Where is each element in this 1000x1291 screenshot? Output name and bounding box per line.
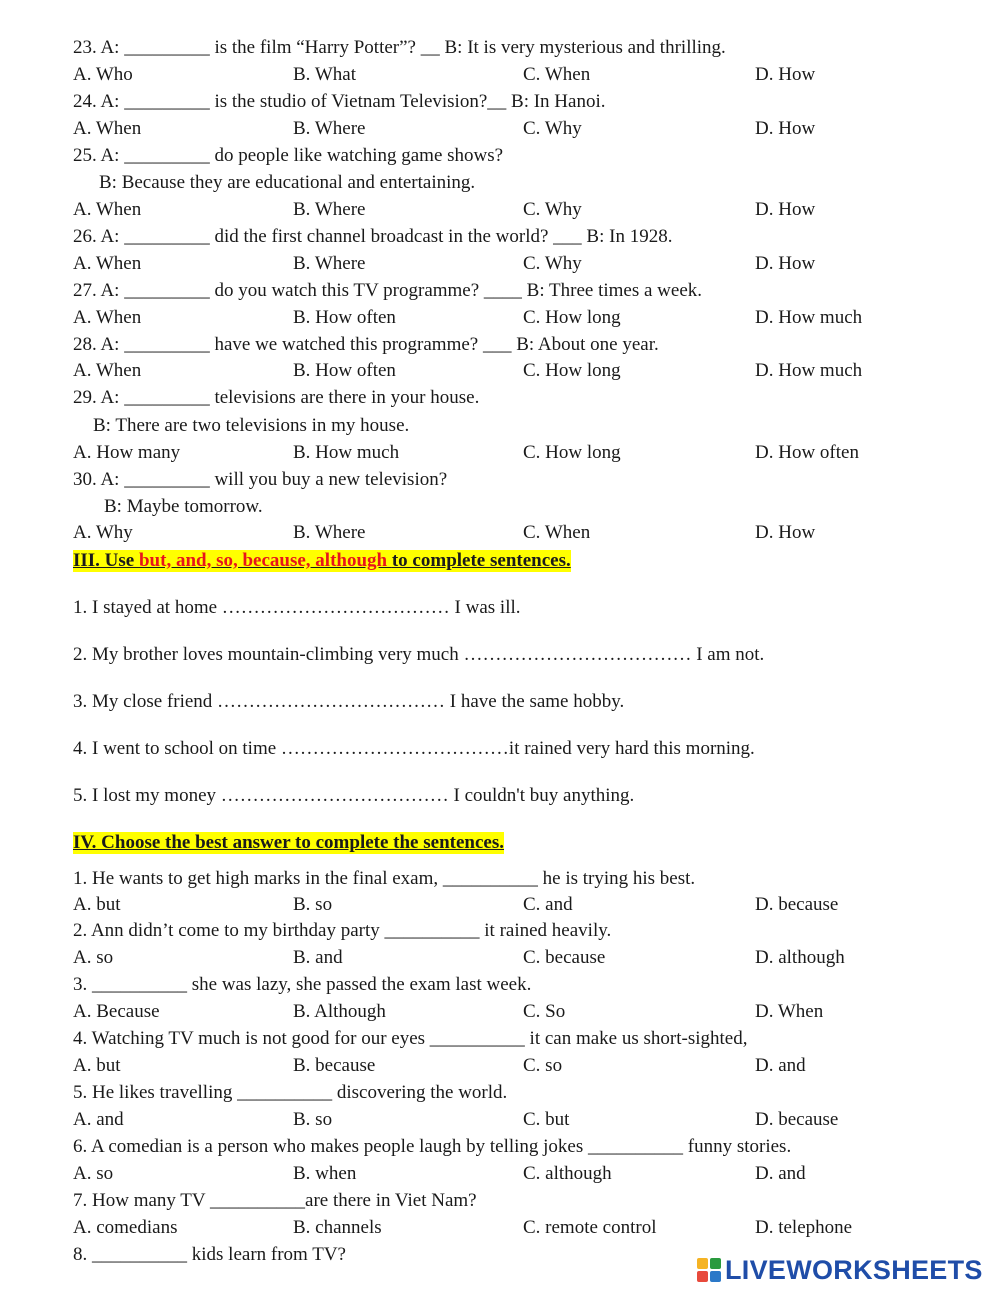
option-b[interactable]: B. so [293, 1109, 333, 1130]
question-2: 2. Ann didn’t come to my birthday party __________ it rained heavily. [73, 920, 612, 941]
option-c[interactable]: C. Why [523, 118, 582, 139]
sentence-1: 1. I stayed at home ……………………………… I was ill. [73, 597, 521, 618]
question-4: 4. Watching TV much is not good for our eyes __________ it can make us short-sighted, [73, 1028, 748, 1049]
option-d[interactable]: D. telephone [755, 1217, 853, 1238]
question-30-line-2: B: Maybe tomorrow. [104, 496, 263, 517]
option-d[interactable]: D. How [755, 199, 816, 220]
option-c[interactable]: C. So [523, 1001, 566, 1022]
option-c[interactable]: C. and [523, 894, 573, 915]
logo-square-4 [710, 1271, 721, 1282]
question-24-line-1: 24. A: _________ is the studio of Vietnam Television?__ B: In Hanoi. [73, 91, 606, 112]
option-b[interactable]: B. Where [293, 118, 366, 139]
option-a[interactable]: A. and [73, 1109, 124, 1130]
logo-icon [697, 1258, 721, 1282]
option-d[interactable]: D. because [755, 1109, 839, 1130]
option-c[interactable]: C. because [523, 947, 606, 968]
option-a[interactable]: A. but [73, 894, 121, 915]
section-3-heading: III. Use but, and, so, because, although to complete sentences. [73, 550, 571, 571]
option-a[interactable]: A. comedians [73, 1217, 178, 1238]
question-26-line-1: 26. A: _________ did the first channel broadcast in the world? ___ B: In 1928. [73, 226, 673, 247]
option-d[interactable]: D. When [755, 1001, 824, 1022]
option-a[interactable]: A. so [73, 947, 114, 968]
option-d[interactable]: D. How much [755, 360, 863, 381]
question-28-line-1: 28. A: _________ have we watched this programme? ___ B: About one year. [73, 334, 659, 355]
option-a[interactable]: A. When [73, 253, 142, 274]
option-b[interactable]: B. and [293, 947, 343, 968]
question-25-line-2: B: Because they are educational and entertaining. [99, 172, 476, 193]
option-a[interactable]: A. How many [73, 442, 181, 463]
option-d[interactable]: D. How often [755, 442, 859, 463]
option-c[interactable]: C. When [523, 64, 591, 85]
option-a[interactable]: A. When [73, 360, 142, 381]
option-b[interactable]: B. Although [293, 1001, 386, 1022]
question-3: 3. __________ she was lazy, she passed the exam last week. [73, 974, 532, 995]
option-d[interactable]: D. How [755, 253, 816, 274]
option-a[interactable]: A. Why [73, 522, 133, 543]
option-c[interactable]: C. How long [523, 307, 621, 328]
option-c[interactable]: C. Why [523, 253, 582, 274]
option-d[interactable]: D. although [755, 947, 845, 968]
question-8: 8. __________ kids learn from TV? [73, 1244, 346, 1265]
option-d[interactable]: D. How much [755, 307, 863, 328]
option-b[interactable]: B. Where [293, 253, 366, 274]
option-b[interactable]: B. How often [293, 307, 396, 328]
option-b[interactable]: B. What [293, 64, 356, 85]
question-23-line-1: 23. A: _________ is the film “Harry Potter”? __ B: It is very mysterious and thrilling. [73, 37, 726, 58]
option-c[interactable]: C. Why [523, 199, 582, 220]
logo-square-2 [710, 1258, 721, 1269]
option-b[interactable]: B. Where [293, 522, 366, 543]
sentence-3: 3. My close friend ……………………………… I have the same hobby. [73, 691, 625, 712]
option-b[interactable]: B. so [293, 894, 333, 915]
question-29-line-1: 29. A: _________ televisions are there in your house. [73, 387, 480, 408]
option-c[interactable]: C. How long [523, 360, 621, 381]
logo-square-3 [697, 1271, 708, 1282]
sentence-5: 5. I lost my money ……………………………… I couldn't buy anything. [73, 785, 635, 806]
option-c[interactable]: C. remote control [523, 1217, 657, 1238]
question-30-line-1: 30. A: _________ will you buy a new television? [73, 469, 448, 490]
logo-square-1 [697, 1258, 708, 1269]
option-d[interactable]: D. How [755, 64, 816, 85]
logo-text: LIVEWORKSHEETS [725, 1254, 983, 1285]
sentence-4: 4. I went to school on time ………………………………it rained very hard this morning. [73, 738, 755, 759]
option-b[interactable]: B. because [293, 1055, 376, 1076]
option-a[interactable]: A. When [73, 118, 142, 139]
question-5: 5. He likes travelling __________ discovering the world. [73, 1082, 508, 1103]
option-c[interactable]: C. How long [523, 442, 621, 463]
question-6: 6. A comedian is a person who makes people laugh by telling jokes __________ funny stories. [73, 1136, 792, 1157]
option-c[interactable]: C. although [523, 1163, 612, 1184]
option-b[interactable]: B. channels [293, 1217, 382, 1238]
option-d[interactable]: D. and [755, 1055, 806, 1076]
option-c[interactable]: C. so [523, 1055, 563, 1076]
option-d[interactable]: D. because [755, 894, 839, 915]
option-b[interactable]: B. when [293, 1163, 357, 1184]
option-a[interactable]: A. When [73, 199, 142, 220]
question-29-line-2: B: There are two televisions in my house. [93, 415, 410, 436]
option-a[interactable]: A. but [73, 1055, 121, 1076]
sentence-2: 2. My brother loves mountain-climbing very much ……………………………… I am not. [73, 644, 765, 665]
section-4-heading: IV. Choose the best answer to complete the sentences. [73, 832, 504, 853]
option-b[interactable]: B. Where [293, 199, 366, 220]
liveworksheets-logo [697, 1253, 983, 1287]
option-b[interactable]: B. How often [293, 360, 396, 381]
option-d[interactable]: D. How [755, 118, 816, 139]
option-a[interactable]: A. Who [73, 64, 133, 85]
option-a[interactable]: A. When [73, 307, 142, 328]
question-27-line-1: 27. A: _________ do you watch this TV programme? ____ B: Three times a week. [73, 280, 703, 301]
option-b[interactable]: B. How much [293, 442, 400, 463]
option-d[interactable]: D. and [755, 1163, 806, 1184]
option-c[interactable]: C. When [523, 522, 591, 543]
question-7: 7. How many TV __________are there in Viet Nam? [73, 1190, 477, 1211]
option-d[interactable]: D. How [755, 522, 816, 543]
option-a[interactable]: A. Because [73, 1001, 160, 1022]
option-a[interactable]: A. so [73, 1163, 114, 1184]
question-25-line-1: 25. A: _________ do people like watching game shows? [73, 145, 504, 166]
question-1: 1. He wants to get high marks in the final exam, __________ he is trying his best. [73, 868, 696, 889]
option-c[interactable]: C. but [523, 1109, 570, 1130]
